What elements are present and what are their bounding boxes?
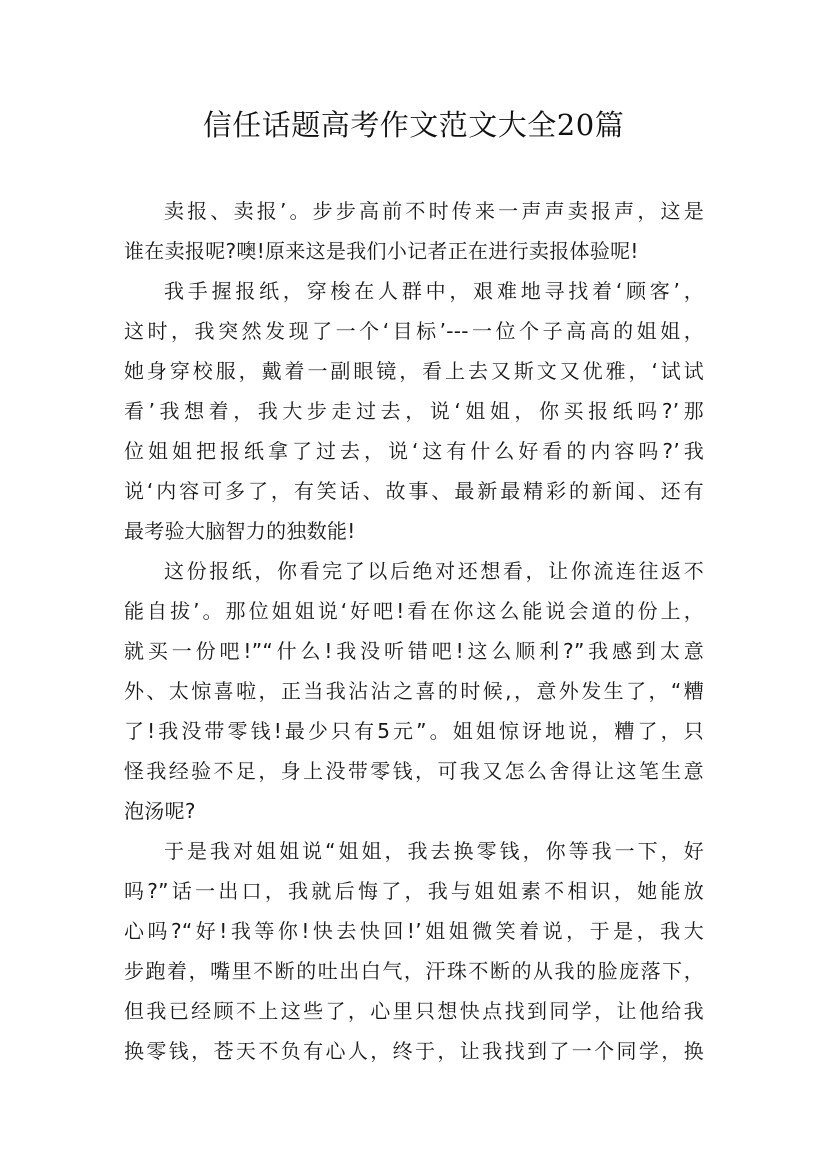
text-line: 但我已经顾不上这些了，心里只想快点找到同学，让他给我 xyxy=(124,999,704,1023)
text-line: 怪我经验不足，身上没带零钱，可我又怎么舍得让这笔生意 xyxy=(124,759,704,783)
text-line: 我手握报纸，穿梭在人群中，艰难地寻找着‘顾客’， xyxy=(164,279,704,303)
text-line: 这时，我突然发现了一个‘目标’---一位个子高高的姐姐， xyxy=(124,319,704,343)
paragraph-1 xyxy=(124,191,704,271)
document-body xyxy=(124,191,704,1071)
text-line: 她身穿校服，戴着一副眼镜，看上去又斯文又优雅，‘试试 xyxy=(124,359,704,383)
paragraph-4 xyxy=(124,831,704,1071)
text-line: 外、太惊喜啦，正当我沾沾之喜的时候,，意外发生了，“糟 xyxy=(124,679,704,703)
text-line: 谁在卖报呢?噢!原来这是我们小记者正在进行卖报体验呢! xyxy=(124,239,639,263)
text-line: 这份报纸，你看完了以后绝对还想看，让你流连往返不 xyxy=(164,559,704,583)
text-line: 步跑着，嘴里不断的吐出白气，汗珠不断的从我的脸庞落下， xyxy=(124,959,704,983)
text-line: 换零钱，苍天不负有心人，终于，让我找到了一个同学，换 xyxy=(124,1039,704,1063)
text-line: 于是我对姐姐说“姐姐，我去换零钱，你等我一下，好 xyxy=(164,839,704,863)
text-line: 心吗?“好!我等你!快去快回!’姐姐微笑着说，于是，我大 xyxy=(124,919,704,943)
text-line: 看’我想着，我大步走过去，说‘姐姐，你买报纸吗?’那 xyxy=(124,399,704,423)
text-line: 泡汤呢? xyxy=(124,799,196,823)
document-title: 信任话题高考作文范文大全20篇 xyxy=(202,108,625,142)
text-line: 卖报、卖报’。步步高前不时传来一声声卖报声，这是 xyxy=(164,199,704,223)
text-line: 了!我没带零钱!最少只有5元”。姐姐惊讶地说，糟了，只 xyxy=(124,719,704,743)
text-line: 说‘内容可多了，有笑话、故事、最新最精彩的新闻、还有 xyxy=(124,479,704,503)
text-line: 就买一份吧!”“什么!我没听错吧!这么顺利?”我感到太意 xyxy=(124,639,704,663)
paragraph-3 xyxy=(124,551,704,831)
paragraph-2 xyxy=(124,271,704,551)
text-line: 能自拔’。那位姐姐说‘好吧!看在你这么能说会道的份上， xyxy=(124,599,704,623)
text-line: 吗?”话一出口，我就后悔了，我与姐姐素不相识，她能放 xyxy=(124,879,704,903)
text-line: 位姐姐把报纸拿了过去，说‘这有什么好看的内容吗?’我 xyxy=(124,439,704,463)
text-line: 最考验大脑智力的独数能! xyxy=(124,519,356,543)
